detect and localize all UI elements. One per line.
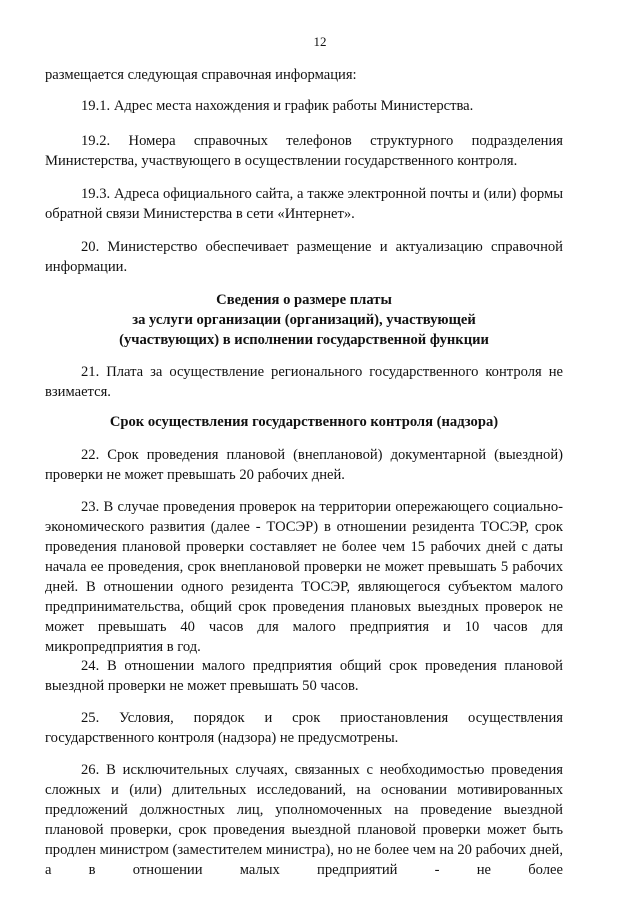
page-number: 12 [313,34,327,49]
paragraph-26: 26. В исключительных случаях, связанных с необходимостью проведения сложных и (или) длительных исследований, на основании мотивированных предложений должностных лиц, уполномоченных на проведение выездной плановой проверки, срок проведения выездной плановой проверки может быть продлен министром (заместителем министра), но не более чем на 20 рабочих дней, а в отношении малых предприятий - не более [45,762,563,878]
paragraph-23: 23. В случае проведения проверок на территории опережающего социально-экономического развития (далее - ТОСЭР) в отношении резидента ТОСЭР, срок проведения плановой проверки составляет не более чем 15 рабочих дней с даты начала ее проведения, срок внеплановой проверки не может превышать 5 рабочих дней. В отношении одного резидента ТОСЭР, являющегося субъектом малого предпринимательства, общий срок проведения плановых выездных проверок не может превышать 40 часов для малого предприятия и 10 часов для микропредприятия в год. [45,499,563,655]
heading-fee-line-2: за услуги организации (организаций), участвующей [132,312,476,328]
heading-fee-info [45,290,563,350]
paragraph-25: 25. Условия, порядок и срок приостановления осуществления государственного контроля (надзора) не предусмотрены. [45,710,563,746]
paragraph-20: 20. Министерство обеспечивает размещение и актуализацию справочной информации. [45,239,563,275]
paragraph-24: 24. В отношении малого предприятия общий срок проведения плановой выездной проверки не может превышать 50 часов. [45,658,563,694]
paragraph-19-3: 19.3. Адреса официального сайта, а также электронной почты и (или) формы обратной связи Министерства в сети «Интернет». [45,186,563,222]
heading-fee-line-3: (участвующих) в исполнении государственной функции [119,332,489,348]
paragraph-19-1: 19.1. Адрес места нахождения и график работы Министерства. [81,98,474,114]
paragraph-22: 22. Срок проведения плановой (внеплановой) документарной (выездной) проверки не может превышать 20 рабочих дней. [45,447,563,483]
heading-fee-line-1: Сведения о размере платы [216,292,392,308]
heading-control-period: Срок осуществления государственного контроля (надзора) [109,414,499,430]
paragraph-21: 21. Плата за осуществление регионального государственного контроля не взимается. [45,364,563,400]
paragraph-19-2: 19.2. Номера справочных телефонов структурного подразделения Министерства, участвующего в осуществлении государственного контроля. [45,133,563,169]
intro-line: размещается следующая справочная информация: [45,67,357,83]
